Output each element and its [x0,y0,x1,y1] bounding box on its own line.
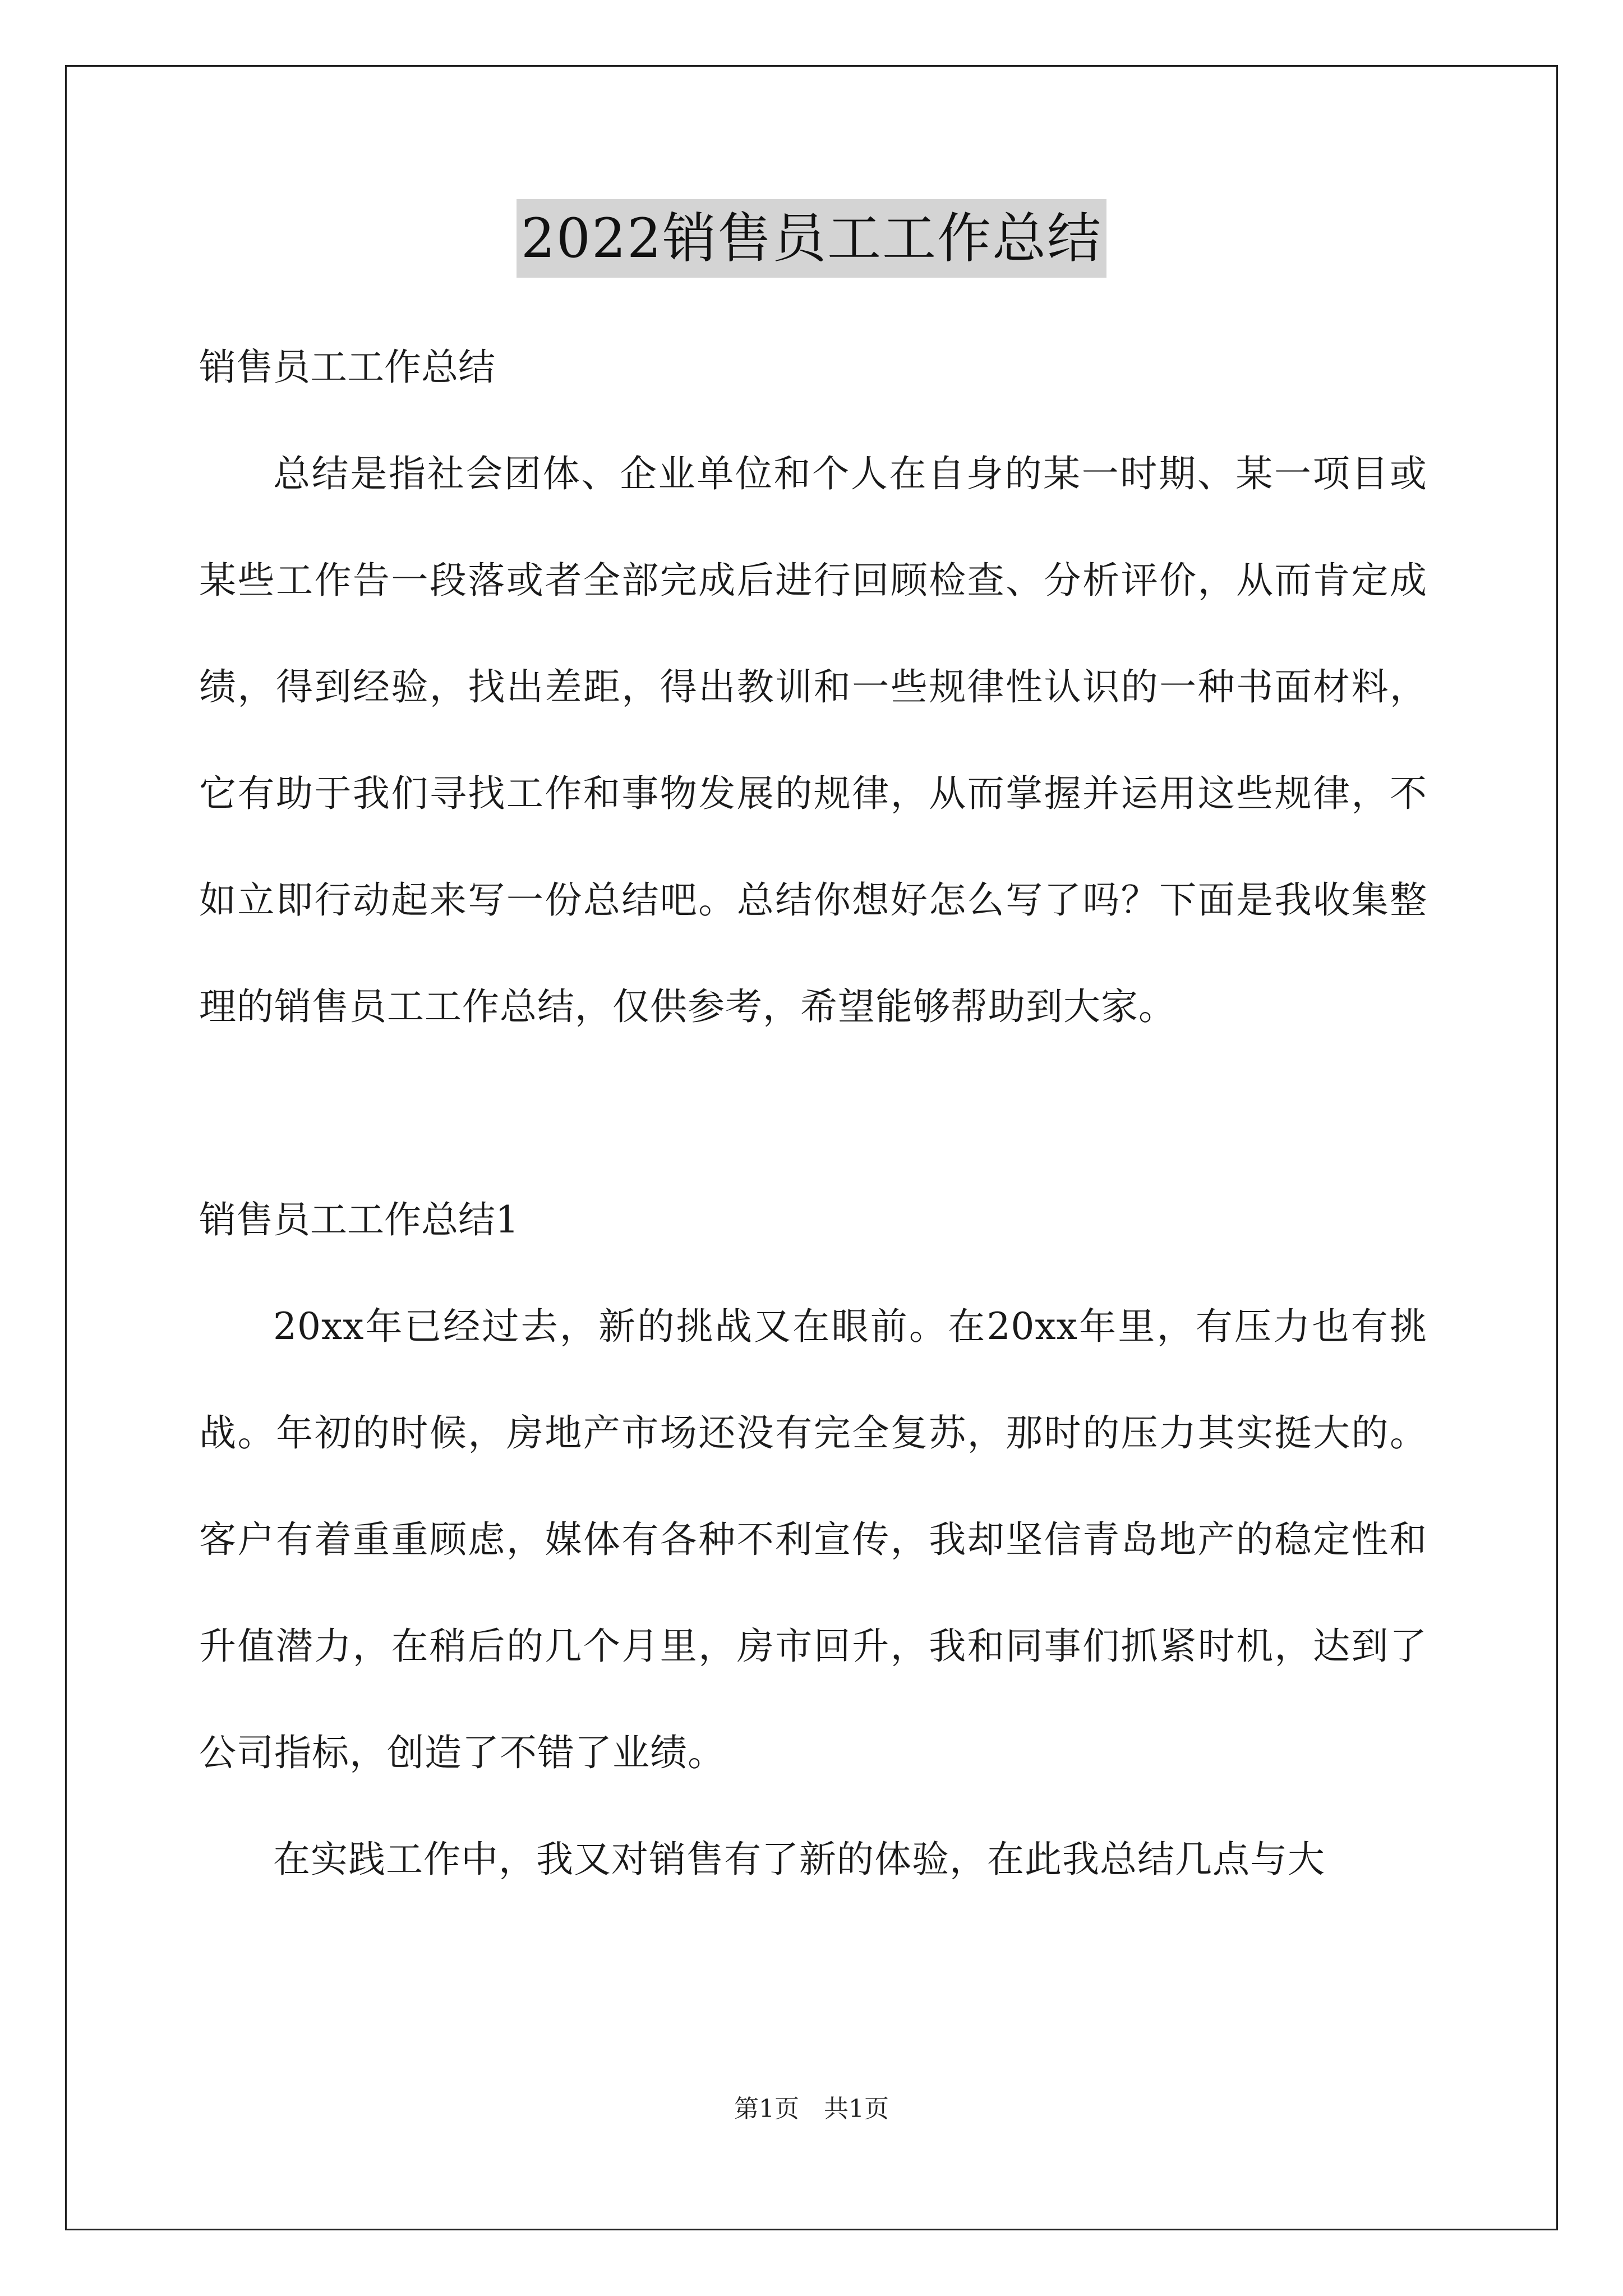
document-body [199,314,1427,1913]
section1-paragraph-1: 20xx年已经过去，新的挑战又在眼前。在20xx年里，有压力也有挑战。年初的时候，房地产市场还没有完全复苏，那时的压力其实挺大的。客户有着重重顾虑，媒体有各种不利宣传，我却坚信青岛地产的稳定性和升值潜力，在稍后的几个月里，房市回升，我和同事们抓紧时机，达到了公司指标，创造了不错了业绩。 [199,1305,1427,1774]
section1-heading: 销售员工工作总结1 [199,1198,519,1241]
section1-paragraph-2: 在实践工作中，我又对销售有了新的体验，在此我总结几点与大 [273,1838,1325,1881]
title-container [0,199,1623,278]
page-total: 共1页 [824,2095,889,2123]
intro-paragraph: 总结是指社会团体、企业单位和个人在自身的某一时期、某一项目或某些工作告一段落或者全部完成后进行回顾检查、分析评价，从而肯定成绩，得到经验，找出差距，得出教训和一些规律性认识的一种书面材料，它有助于我们寻找工作和事物发展的规律，从而掌握并运用这些规律，不如立即行动起来写一份总结吧。总结你想好怎么写了吗？下面是我收集整理的销售员工工作总结，仅供参考，希望能够帮助到大家。 [199,452,1427,1028]
page-footer [0,2092,1623,2126]
section-spacer [199,1060,1427,1167]
intro-heading: 销售员工工作总结 [199,346,495,389]
page-number: 第1页 [734,2095,799,2123]
document-title: 2022销售员工工作总结 [517,199,1106,278]
